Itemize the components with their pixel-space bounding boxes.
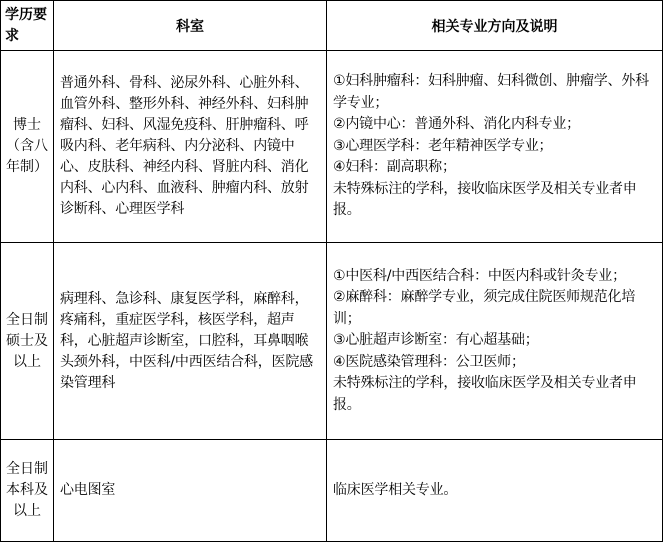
table-row <box>1 51 663 243</box>
table-row <box>1 440 663 542</box>
department-cell: 病理科、急诊科、康复医学科，麻醉科，疼痛科，重症医学科，核医学科，超声科，心脏超声诊断室，口腔科，耳鼻咽喉头颈外科，中医科/中西医结合科，医院感染管理科 <box>54 243 327 440</box>
direction-cell <box>327 440 663 542</box>
header-department: 科室 <box>54 1 327 51</box>
degree-cell: 全日制硕士及以上 <box>1 243 54 440</box>
department-cell: 普通外科、骨科、泌尿外科、心脏外科、血管外科、整形外科、神经外科、妇科肿瘤科、妇科、风湿免疫科、肝肿瘤科、呼吸内科、老年病科、内分泌科、内镜中心、皮肤科、神经内科、肾脏内科、消化内科、心内科、血液科、肿瘤内科、放射诊断科、心理医学科 <box>54 51 327 243</box>
table-row <box>1 243 663 440</box>
direction-note: ①妇科肿瘤科：妇科肿瘤、妇科微创、肿瘤学、外科学专业； <box>333 73 649 111</box>
header-direction: 相关专业方向及说明 <box>327 1 663 51</box>
degree-cell: 全日制本科及以上 <box>1 440 54 542</box>
direction-note: ②麻醉科：麻醉学专业，须完成住院医师规范化培训； <box>333 289 636 327</box>
direction-note: 未特殊标注的学科，接收临床医学及相关专业者申报。 <box>333 375 637 413</box>
direction-note: ②内镜中心：普通外科、消化内科专业； <box>333 116 580 133</box>
direction-cell <box>327 51 663 243</box>
direction-note: ④医院感染管理科：公卫医师； <box>333 353 525 370</box>
direction-note: 未特殊标注的学科，接收临床医学及相关专业者申报。 <box>333 180 637 219</box>
header-row <box>1 1 663 51</box>
direction-note: ①中医科/中西医结合科：中医内科或针灸专业； <box>333 267 626 284</box>
direction-note: ③心脏超声诊断室：有心超基础； <box>333 332 539 349</box>
direction-note: 临床医学相关专业。 <box>333 481 458 498</box>
degree-cell: 博士（含八年制） <box>1 51 54 243</box>
direction-note: ④妇科：副高职称； <box>333 159 456 176</box>
direction-note: ③心理医学科：老年精神医学专业； <box>333 137 553 154</box>
header-degree: 学历要求 <box>1 1 54 51</box>
department-cell: 心电图室 <box>54 440 327 542</box>
direction-cell <box>327 243 663 440</box>
